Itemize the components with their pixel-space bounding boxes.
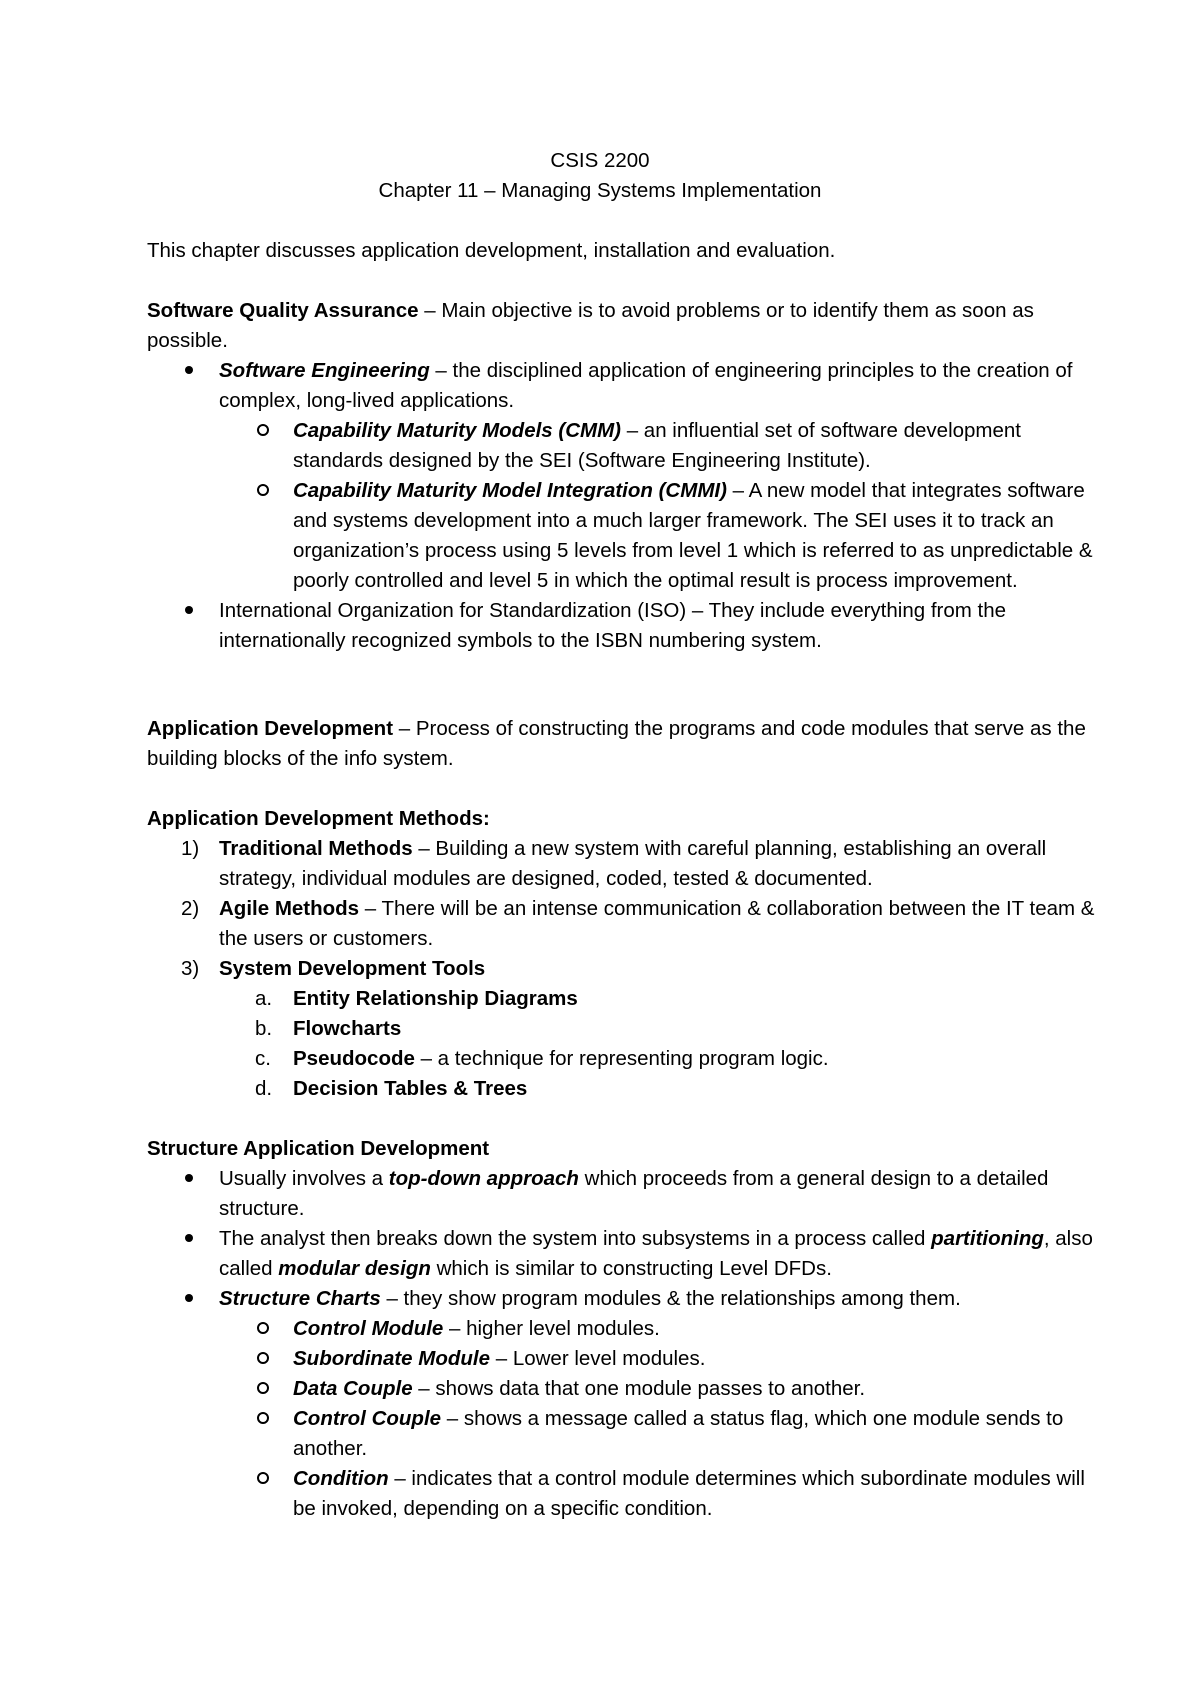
list-item — [147, 834, 1100, 894]
list-item: Control Module – higher level modules. — [147, 1314, 1100, 1344]
list-item: Condition – indicates that a control module determines which subordinate modules will be invoked, depending on a specific condition. — [147, 1464, 1100, 1524]
list-letter: b. — [255, 1017, 273, 1040]
tool-term: Decision Tables & Trees — [293, 1077, 528, 1100]
list-item: Subordinate Module – Lower level modules. — [147, 1344, 1100, 1374]
list-item — [147, 596, 1100, 656]
structure-charts-term: Structure Charts — [219, 1287, 381, 1310]
intro-paragraph: This chapter discusses application development, installation and evaluation. — [147, 239, 836, 262]
appdev-desc: – Process of constructing the programs and code modules that serve as the building blocks of the info system. — [147, 717, 1086, 770]
hollow-bullet-icon — [257, 1314, 269, 1344]
tool-term: Entity Relationship Diagrams — [293, 987, 578, 1010]
method-term: System Development Tools — [219, 957, 486, 980]
structure-heading: Structure Application Development — [147, 1137, 490, 1160]
bullet-icon — [185, 596, 193, 626]
sqa-desc: – Main objective is to avoid problems or to identify them as soon as possible. — [147, 299, 1034, 352]
tool-term: Pseudocode — [293, 1047, 415, 1070]
list-number: 3) — [181, 957, 200, 980]
bullet-icon — [185, 1224, 193, 1254]
sqa-paragraph — [147, 296, 1100, 356]
top-down-term: top-down approach — [388, 1167, 579, 1190]
cmmi-term: Capability Maturity Model Integration (CMMI) — [293, 479, 727, 502]
list-item — [147, 984, 1100, 1014]
chapter-title: Chapter 11 – Managing Systems Implementation — [378, 179, 822, 202]
iso-text: International Organization for Standardization (ISO) – They include everything from the internationally recognized symbols to the ISBN numbering system. — [219, 599, 1007, 652]
hollow-bullet-icon — [257, 1464, 269, 1494]
modular-design-term: modular design — [278, 1257, 431, 1280]
list-item — [147, 1014, 1100, 1044]
se-desc: – the disciplined application of engineering principles to the creation of complex, long-lived applications. — [219, 359, 1073, 412]
hollow-bullet-icon — [257, 1374, 269, 1404]
list-item: The analyst then breaks down the system into subsystems in a process called partitioning, also called modular design which is similar to constructing Level DFDs. — [147, 1224, 1100, 1284]
sqa-term: Software Quality Assurance — [147, 299, 419, 322]
hollow-bullet-icon — [257, 476, 269, 506]
hollow-bullet-icon — [257, 1344, 269, 1374]
appdev-paragraph — [147, 714, 1100, 774]
list-letter: a. — [255, 987, 273, 1010]
list-item — [147, 954, 1100, 984]
list-item — [147, 356, 1100, 416]
partitioning-term: partitioning — [931, 1227, 1044, 1250]
bullet-icon — [185, 1284, 193, 1314]
appdev-term: Application Development — [147, 717, 394, 740]
list-item — [147, 416, 1100, 476]
hollow-bullet-icon — [257, 1404, 269, 1434]
bullet-icon — [185, 356, 193, 386]
course-code: CSIS 2200 — [550, 149, 650, 172]
list-item — [147, 894, 1100, 954]
list-letter: c. — [255, 1047, 271, 1070]
cmm-term: Capability Maturity Models (CMM) — [293, 419, 622, 442]
method-desc: – Building a new system with careful planning, establishing an overall strategy, individual modules are designed, coded, tested & documented. — [219, 837, 1047, 890]
se-term: Software Engineering — [219, 359, 430, 382]
list-item — [147, 1074, 1100, 1104]
list-item: Usually involves a top-down approach which proceeds from a general design to a detailed structure. — [147, 1164, 1100, 1224]
method-desc: – There will be an intense communication & collaboration between the IT team & the users or customers. — [219, 897, 1095, 950]
list-item — [147, 476, 1100, 596]
methods-heading: Application Development Methods: — [147, 807, 490, 830]
tool-term: Flowcharts — [293, 1017, 402, 1040]
title-block — [147, 146, 1053, 206]
bullet-icon — [185, 1164, 193, 1194]
list-number: 1) — [181, 837, 200, 860]
list-item: Data Couple – shows data that one module passes to another. — [147, 1374, 1100, 1404]
method-term: Traditional Methods — [219, 837, 413, 860]
list-item — [147, 1044, 1100, 1074]
list-number: 2) — [181, 897, 200, 920]
method-term: Agile Methods — [219, 897, 360, 920]
hollow-bullet-icon — [257, 416, 269, 446]
cmmi-desc: – A new model that integrates software and systems development into a much larger framework. The SEI uses it to track an organization’s process using 5 levels from level 1 which is referred to as unpredictable & poorly controlled and level 5 in which the optimal result is process improvement. — [293, 479, 1093, 592]
list-letter: d. — [255, 1077, 273, 1100]
cmm-desc: – an influential set of software development standards designed by the SEI (Software Engineering Institute). — [293, 419, 1022, 472]
list-item: Control Couple – shows a message called a status flag, which one module sends to another. — [147, 1404, 1100, 1464]
tool-desc: – a technique for representing program logic. — [414, 1047, 829, 1070]
list-item: Structure Charts – they show program modules & the relationships among them. — [147, 1284, 1100, 1314]
